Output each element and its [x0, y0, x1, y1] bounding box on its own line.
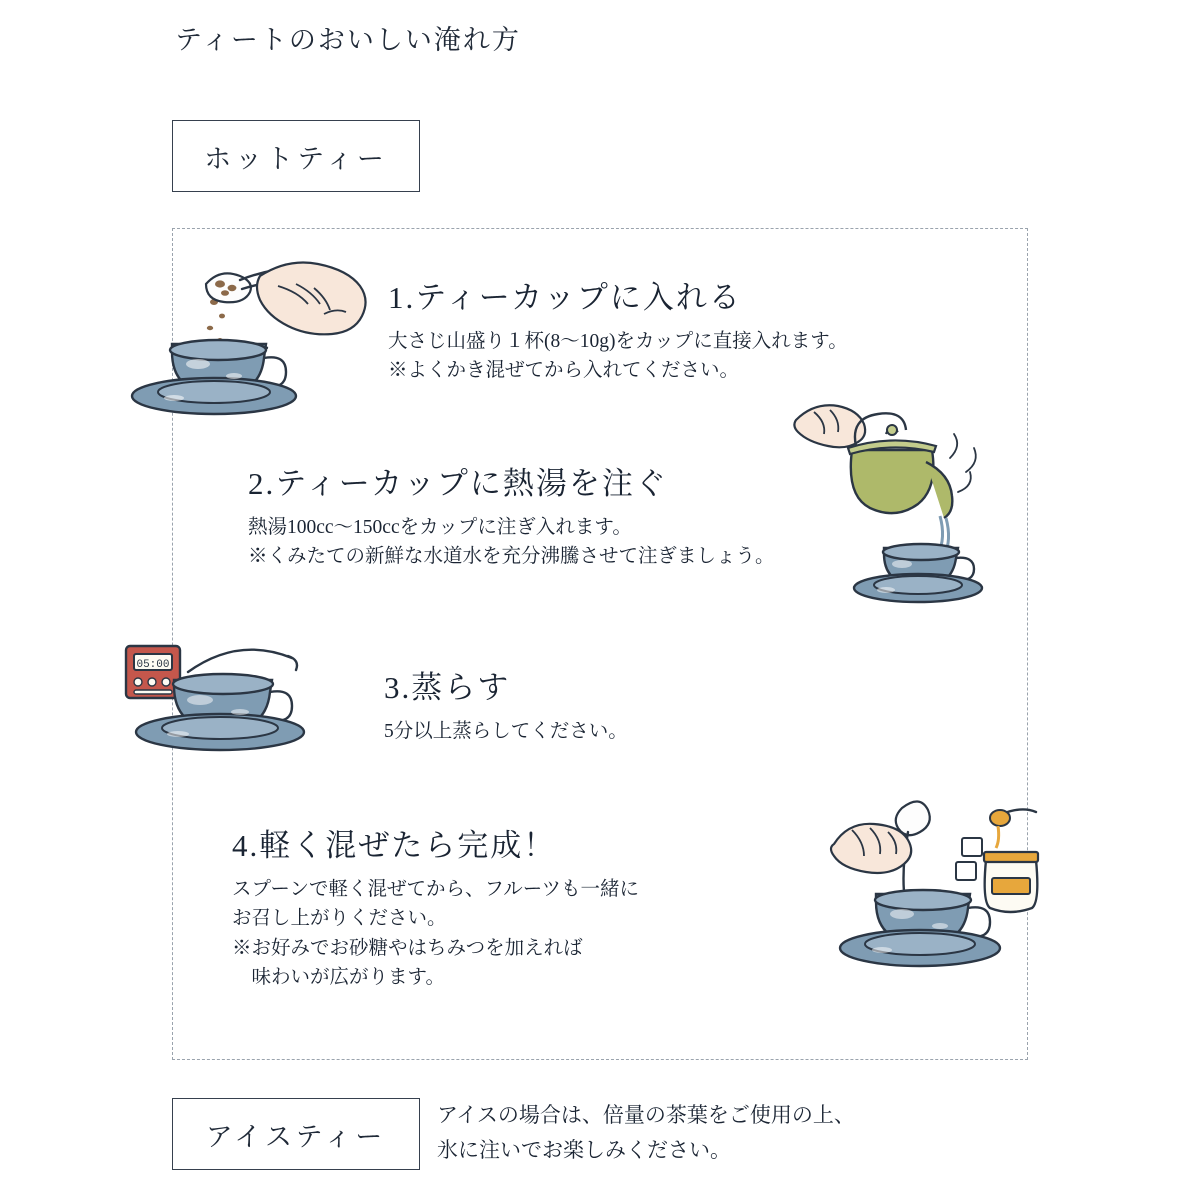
- step-1-heading: 1.ティーカップに入れる: [388, 280, 742, 315]
- section-label-hot-tea-text: ホットティー: [204, 143, 388, 174]
- iced-tea-note: [437, 1098, 855, 1167]
- hand-spoon-teacup-illustration: [110, 240, 390, 420]
- step-2-line-2: ※くみたての新鮮な水道水を充分沸騰させて注ぎましょう。: [248, 546, 775, 568]
- step-3-body: [384, 717, 628, 746]
- step-2-body: [248, 513, 775, 572]
- timer-teacup-illustration: [112, 620, 372, 780]
- step-4-line-4: 味わいが広がります。: [232, 966, 445, 988]
- step-4: [232, 820, 639, 992]
- step-4-body: [232, 875, 639, 992]
- step-1-line-2: ※よくかき混ぜてから入れてください。: [388, 360, 740, 382]
- step-3: [384, 662, 628, 746]
- hand-kettle-pouring-illustration: [790, 396, 1030, 616]
- step-2: [248, 458, 775, 572]
- section-label-hot-tea: [172, 120, 420, 192]
- hand-spoon-sugar-honey-teacup-illustration: [828, 786, 1078, 1006]
- step-1: [388, 272, 848, 386]
- page-title: ティートのおいしい淹れ方: [175, 25, 521, 55]
- step-2-heading: 2.ティーカップに熱湯を注ぐ: [248, 466, 668, 501]
- step-3-line-1: 5分以上蒸らしてください。: [384, 721, 628, 742]
- section-label-iced-tea: [172, 1098, 420, 1170]
- iced-tea-note-line-2: 氷に注いでお楽しみください。: [437, 1137, 731, 1162]
- step-4-line-3: ※お好みでお砂糖やはちみつを加えれば: [232, 937, 583, 959]
- step-4-line-2: お召し上がりください。: [232, 908, 447, 930]
- step-4-heading: 4.軽く混ぜたら完成！: [232, 828, 557, 863]
- iced-tea-note-line-1: アイスの場合は、倍量の茶葉をご使用の上、: [437, 1103, 855, 1127]
- step-1-body: [388, 327, 848, 386]
- section-label-iced-tea-text: アイスティー: [205, 1121, 387, 1152]
- step-3-heading: 3.蒸らす: [384, 670, 511, 705]
- timer-display: 05:00: [136, 659, 170, 671]
- step-1-line-1: 大さじ山盛り１杯(8〜10g)をカップに直接入れます。: [388, 331, 848, 352]
- step-2-line-1: 熱湯100cc〜150ccをカップに注ぎ入れます。: [248, 517, 632, 538]
- step-4-line-1: スプーンで軽く混ぜてから、フルーツも一緒に: [232, 879, 639, 900]
